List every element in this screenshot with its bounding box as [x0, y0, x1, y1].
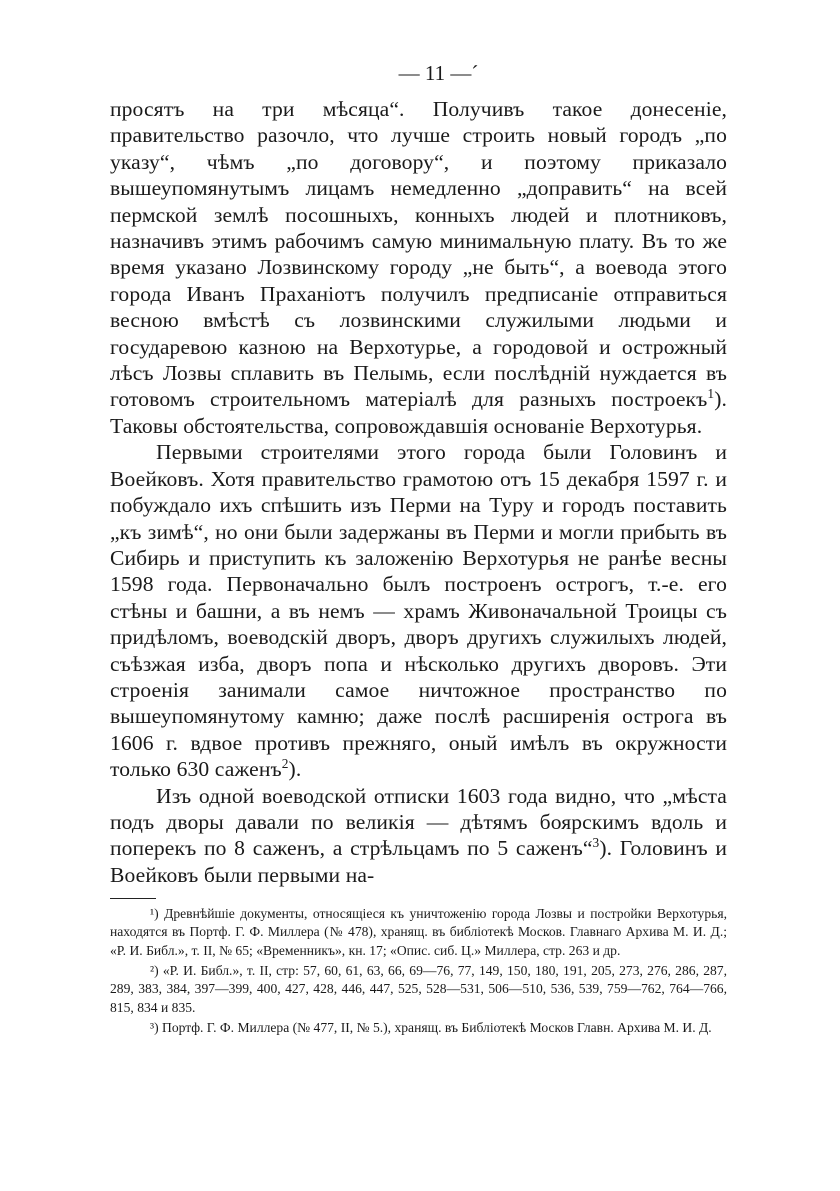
main-text: [110, 96, 727, 888]
footnote-mark: ²): [150, 963, 159, 979]
footnote-mark: ¹): [150, 906, 159, 922]
footnote: ¹) Древнѣйшіе документы, относящіеся къ уничтоженію города Лозвы и постройки Верхотурья, находятся въ Портф. Г. Ф. Миллера (№ 478), хранящ. въ библіотекѣ Москов. Главнаго Архива М. И. Д.; «Р. И. Библ.», т. II, № 65; «Временникъ», кн. 17; «Опис. сиб. Ц.» Миллера, стр. 263 и др.: [110, 906, 727, 958]
footnote: ²) «Р. И. Библ.», т. II, стр: 57, 60, 61, 63, 66, 69—76, 77, 149, 150, 180, 191, 205, 273, 276, 286, 287, 289, 383, 384, 397—399, 400, 427, 428, 446, 447, 525, 528—531, 506—510, 536, 539, 759—762, 764—766, 815, 834 и 835.: [110, 963, 727, 1015]
footnotes: [110, 905, 727, 1037]
footnote-ref: 1: [707, 386, 715, 402]
footnote-divider: [110, 898, 156, 899]
footnote-mark: ³): [150, 1019, 159, 1035]
page-number: — 11 —´: [398, 61, 479, 85]
footnote: ³) Портф. Г. Ф. Миллера (№ 477, II, № 5.), хранящ. въ Библіотекѣ Москов Главн. Архива М. И. Д.: [150, 1019, 712, 1035]
paragraph: Изъ одной воеводской отписки 1603 года видно, что „мѣста подъ дворы давали по великія — дѣтямъ боярскимъ вдоль и поперекъ по 8 саженъ, а стрѣльцамъ по 5 саженъ“$^3$). Головинъ и Воейковъ были первыми на-: [110, 783, 728, 887]
book-page: [110, 58, 727, 1037]
paragraph: Первыми строителями этого города были Головинъ и Воейковъ. Хотя правительство грамотою отъ 15 декабря 1597 г. и побуждало ихъ спѣшить изъ Перми на Туру и городъ поставить „къ зимѣ“, но они были задержаны въ Перми и могли прибыть въ Сибирь и приступить къ заложенію Верхотурья не ранѣе весны 1598 года. Первоначально былъ построенъ острогъ, т.-е. его стѣны и башни, а въ немъ — храмъ Живоначальной Троицы съ придѣломъ, воеводскій дворъ, дворъ другихъ служилыхъ людей, съѣзжая изба, дворъ попа и нѣсколько другихъ дворовъ. Эти строенія занимали самое ничтожное пространство по вышеупомянутому камню; даже послѣ расширенія острога въ 1606 г. вдвое противъ прежняго, оный имѣлъ въ окружности только 630 саженъ$^2$).: [110, 440, 727, 782]
paragraph: просятъ на три мѣсяца“. Получивъ такое донесеніе, правительство разочло, что лучше строить новый городъ „по указу“, чѣмъ „по договору“, и поэтому приказало вышеупомянутымъ лицамъ немедленно „доправить“ на всей пермской землѣ посошныхъ, конныхъ людей и плотниковъ, назначивъ этимъ рабочимъ самую минимальную плату. Въ то же время указано Лозвинскому городу „не быть“, а воевода этого города Иванъ Праханіотъ получилъ предписаніе отправиться весною вмѣстѣ съ лозвинскими служилыми людьми и государевою казною на Верхотурье, а городовой и острожный лѣсъ Лозвы сплавить въ Пелымь, если послѣдній нуждается въ готовомъ строительномъ матеріалѣ для разныхъ построекъ$^1$). Таковы обстоятельства, сопровождавшія основаніе Верхотурья.: [110, 97, 727, 438]
footnote-ref: 3: [592, 835, 600, 851]
footnote-ref: 2: [281, 755, 289, 771]
